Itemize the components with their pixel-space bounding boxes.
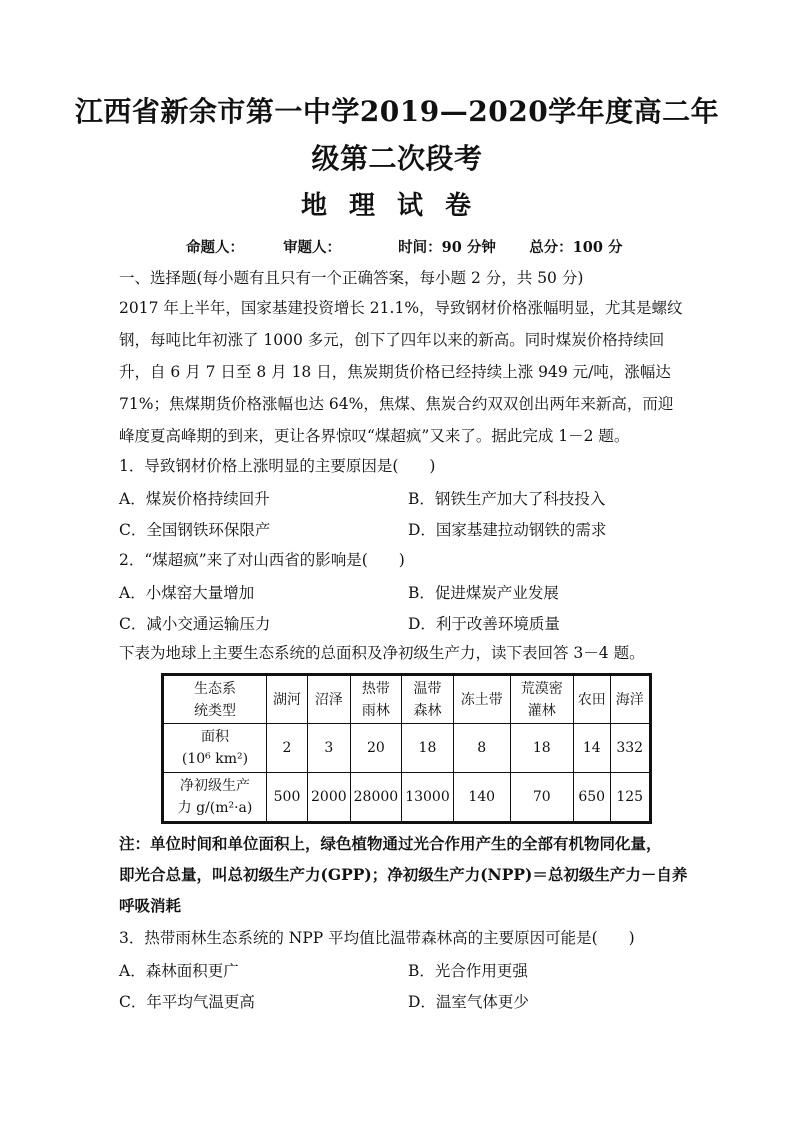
score-label: 总分：100 分 — [529, 239, 623, 256]
table-cell: 2000 — [308, 773, 351, 822]
exam-title-line2: 级第二次段考 — [311, 142, 483, 175]
passage-line: 钢，每吨比年初涨了 1000 多元，创下了四年以来的新高。同时煤炭价格持续回 — [119, 331, 665, 349]
q2-option-d: D．利于改善环境质量 — [408, 615, 560, 633]
q3-option-a: A．森林面积更广 — [119, 962, 239, 980]
table-cell: 18 — [402, 724, 454, 773]
note-line: 注：单位时间和单位面积上，绿色植物通过光合作用产生的全部有机物同化量， — [119, 834, 662, 853]
q1-option-b: B．钢铁生产加大了科技投入 — [408, 490, 606, 508]
passage-line: 71%；焦煤期货价格涨幅也达 64%，焦煤、焦炭合约双双创出两年来新高，而迎 — [119, 395, 674, 413]
passage-line: 升，自 6 月 7 日至 8 月 18 日，焦炭期货价格已经持续上涨 949 元/吨，涨幅达 — [119, 363, 671, 381]
exam-title-line1: 江西省新余市第一中学2019—2020学年度高二年 — [74, 95, 720, 128]
time-label: 时间：90 分钟 — [398, 239, 496, 256]
table-cell: 70 — [510, 773, 573, 822]
q3-option-b: B．光合作用更强 — [408, 962, 528, 980]
table-header-cell: 冻土带 — [453, 676, 510, 724]
subject-title: 地理试卷 — [300, 191, 493, 221]
table-intro: 下表为地球上主要生态系统的总面积及净初级生产力，读下表回答 3－4 题。 — [119, 644, 645, 662]
question-1-stem: 1．导致钢材价格上涨明显的主要原因是( ) — [119, 457, 436, 475]
q2-option-c: C．减小交通运输压力 — [119, 615, 271, 633]
setter-label: 命题人： — [186, 239, 244, 256]
question-3-stem: 3．热带雨林生态系统的 NPP 平均值比温带森林高的主要原因可能是( ) — [119, 929, 635, 947]
table-header-cell: 农田 — [573, 676, 610, 724]
note-line: 呼吸消耗 — [119, 896, 182, 915]
q2-option-b: B．促进煤炭产业发展 — [408, 584, 559, 602]
table-cell: 3 — [308, 724, 351, 773]
area-row-label: 面积 (10⁶ km²) — [164, 724, 267, 773]
table-cell: 140 — [453, 773, 510, 822]
table-header-row — [164, 676, 650, 724]
table-row-area — [164, 724, 650, 773]
passage-line: 2017 年上半年，国家基建投资增长 21.1%，导致钢材价格涨幅明显，尤其是螺纹 — [119, 299, 683, 317]
table-header-cell: 荒漠密 灌林 — [510, 676, 573, 724]
section-heading: 一、选择题(每小题有且只有一个正确答案，每小题 2 分，共 50 分) — [119, 269, 584, 287]
passage-line: 峰度夏高峰期的到来，更让各界惊叹“煤超疯”又来了。据此完成 1－2 题。 — [119, 427, 630, 445]
table-cell: 20 — [350, 724, 402, 773]
npp-row-label: 净初级生产 力 g/(m²·a) — [164, 773, 267, 822]
note-line: 即光合总量，叫总初级生产力(GPP)；净初级生产力(NPP)＝总初级生产力－自养 — [119, 865, 688, 884]
exam-meta — [186, 236, 623, 257]
table-cell: 14 — [573, 724, 610, 773]
table-header-cell: 海洋 — [610, 676, 649, 724]
table-header-cell: 温带 森林 — [402, 676, 454, 724]
table-row-npp — [164, 773, 650, 822]
table-cell: 125 — [610, 773, 649, 822]
q3-option-d: D．温室气体更少 — [408, 993, 529, 1011]
q3-option-c: C．年平均气温更高 — [119, 993, 255, 1011]
q2-option-a: A．小煤窑大量增加 — [119, 584, 255, 602]
q1-option-c: C．全国钢铁环保限产 — [119, 521, 271, 539]
table-cell: 18 — [510, 724, 573, 773]
table-cell: 332 — [610, 724, 649, 773]
table-cell: 650 — [573, 773, 610, 822]
q1-option-a: A．煤炭价格持续回升 — [119, 490, 270, 508]
q1-option-d: D．国家基建拉动钢铁的需求 — [408, 521, 607, 539]
table-cell: 13000 — [402, 773, 454, 822]
table-header-cell: 热带 雨林 — [350, 676, 402, 724]
reviewer-label: 审题人： — [283, 239, 342, 256]
table-cell: 500 — [267, 773, 308, 822]
table-cell: 2 — [267, 724, 308, 773]
ecosystem-table — [163, 675, 650, 822]
table-header-label: 生态系 统类型 — [164, 676, 267, 724]
table-cell: 8 — [453, 724, 510, 773]
table-header-cell: 湖河 — [267, 676, 308, 724]
question-2-stem: 2．“煤超疯”来了对山西省的影响是( ) — [119, 551, 405, 569]
table-cell: 28000 — [350, 773, 402, 822]
table-header-cell: 沼泽 — [308, 676, 351, 724]
